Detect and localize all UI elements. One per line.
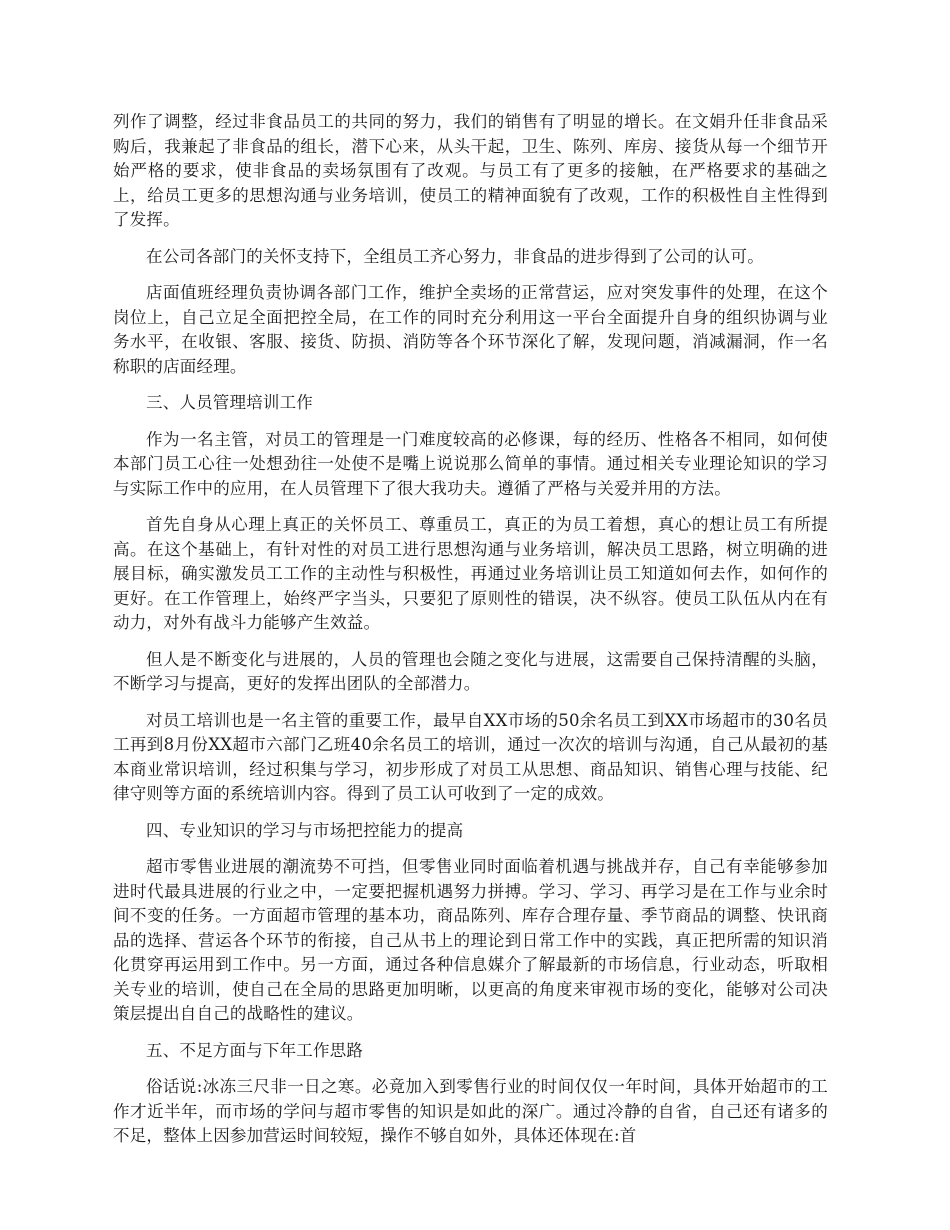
paragraph-non-food-adjustment: 列作了调整，经过非食品员工的共同的努力，我们的销售有了明显的增长。在文娟升任非食品采购后，我兼起了非食品的组长，潜下心来，从头干起，卫生、陈列、库房、接货从每一个细节开始严格的要求，使非食品的卖场氛围有了改观。与员工有了更多的接触，在严格要求的基础之上，给员工更多的思想沟通与业务培训，使员工的精神面貌有了改观，工作的积极性自主性得到了发挥。: [113, 112, 828, 229]
paragraph-company-recognition: 在公司各部门的关怀支持下，全组员工齐心努力，非食品的进步得到了公司的认可。: [146, 246, 764, 266]
paragraph-staff-training-history: 对员工培训也是一名主管的重要工作，最早自XX市场的50余名员工到XX市场超市的30名员工再到8月份XX超市六部门乙班40余名员工的培训，通过一次次的培训与沟通，自己从最初的基本商业常识培训，经过积集与学习，初步形成了对员工从思想、商品知识、销售心理与技能、纪律守则等方面的系统培训内容。得到了员工认可收到了一定的成效。: [113, 710, 828, 803]
paragraph-self-reflection: 俗话说:冰冻三尺非一日之寒。必竟加入到零售行业的时间仅仅一年时间，具体开始超市的工作才近半年，而市场的学问与超市零售的知识是如此的深广。通过冷静的自省，自己还有诸多的不足，整体上因参加营运时间较短，操作不够自如外，具体还体现在:首: [113, 1077, 828, 1145]
paragraph-retail-industry-learning: 超市零售业进展的潮流势不可挡，但零售业同时面临着机遇与挑战并存，自己有幸能够参加进时代最具进展的行业之中，一定要把握机遇努力拼搏。学习、学习、再学习是在工作与业余时间不变的任务。一方面超市管理的基本功，商品陈列、库存合理存量、季节商品的调整、快讯商品的选择、营运各个环节的衔接，自己从书上的理论到日常工作中的实践，真正把所需的知识消化贯穿再运用到工作中。另一方面，通过各种信息媒介了解最新的市场信息，行业动态，听取相关专业的培训，使自己在全局的思路更加明晰，以更高的角度来审视市场的变化，能够对公司决策层提出自自己的战略性的建议。: [113, 857, 828, 1023]
section-heading-professional-knowledge: 四、专业知识的学习与市场把控能力的提高: [146, 820, 464, 840]
paragraph-duty-manager: 店面值班经理负责协调各部门工作，维护全卖场的正常营运，应对突发事件的处理，在这个岗位上，自己立足全面把控全局，在工作的同时充分利用这一平台全面提升自身的组织协调与业务水平，在收银、客服、接货、防损、消防等各个环节深化了解，发现问题，消减漏洞，作一名称职的店面经理。: [113, 283, 828, 376]
paragraph-continuous-learning: 但人是不断变化与进展的，人员的管理也会随之变化与进展，这需要自己保持清醒的头脑，不断学习与提高，更好的发挥出团队的全部潜力。: [113, 649, 828, 693]
section-heading-staff-training: 三、人员管理培训工作: [146, 393, 313, 412]
paragraph-care-for-staff: 首先自身从心理上真正的关怀员工、尊重员工，真正的为员工着想，真心的想让员工有所提高。在这个基础上，有针对性的对员工进行思想沟通与业务培训，解决员工思路，树立明确的进展目标，确实激发员工工作的主动性与积极性，再通过业务培训让员工知道如何去作，如何作的更好。在工作管理上，始终严字当头，只要犯了原则性的错误，决不纵容。使员工队伍从内在有动力，对外有战斗力能够产生效益。: [113, 515, 828, 632]
paragraph-supervisor-management: 作为一名主管，对员工的管理是一门难度较高的必修课，每的经历、性格各不相同，如何使本部门员工心往一处想劲往一处使不是嘴上说说那么简单的事情。通过相关专业理论知识的学习与实际工作中的应用，在人员管理下了很大我功夫。遵循了严格与关爱并用的方法。: [113, 429, 828, 498]
section-heading-shortcomings: 五、不足方面与下年工作思路: [146, 1040, 364, 1060]
